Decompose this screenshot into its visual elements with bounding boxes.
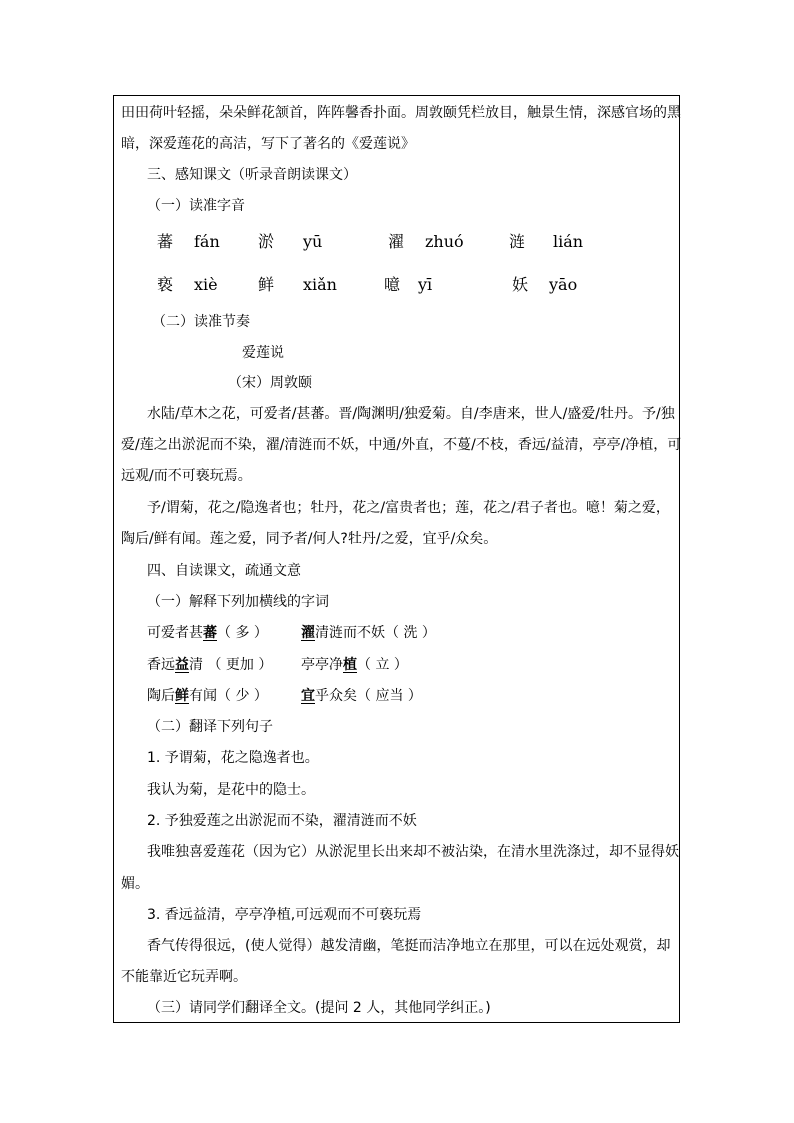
pron-pinyin: xiǎn xyxy=(303,275,337,294)
section-heading: 四、自读课文，疏通文意 xyxy=(147,563,301,579)
answer: 媚。 xyxy=(121,876,149,892)
vocab-item: 可爱者甚蕃（ 多 ） xyxy=(147,625,268,641)
poem-line: 陶后/鲜有闻。莲之爱，同予者/何人?牡丹/之爱，宜乎/众矣。 xyxy=(121,531,498,547)
pron-char: 亵 xyxy=(157,275,174,294)
subsection-heading: （一）解释下列加横线的字词 xyxy=(147,594,329,610)
pron-pinyin: zhuó xyxy=(425,232,464,251)
question: 2. 予独爱莲之出淤泥而不染，濯清涟而不妖 xyxy=(147,813,417,829)
vocab-keyword: 蕃 xyxy=(203,625,217,641)
pron-char: 蕃 xyxy=(157,232,174,251)
subsection-heading: （二）翻译下列句子 xyxy=(147,719,273,735)
vocab-keyword: 濯 xyxy=(301,625,315,641)
poem-title: 爱莲说 xyxy=(242,345,284,361)
subsection-heading: （二）读准节奏 xyxy=(152,314,250,330)
answer: 不能靠近它玩弄啊。 xyxy=(121,969,247,985)
question: 3. 香远益清，亭亭净植,可远观而不可亵玩焉 xyxy=(147,907,422,923)
vocab-keyword: 益 xyxy=(175,657,189,673)
subsection-heading: （一）读准字音 xyxy=(147,198,245,214)
pron-pinyin: fán xyxy=(194,232,220,251)
poem-line: 予/谓菊，花之/隐逸者也；牡丹，花之/富贵者也；莲，花之/君子者也。噫！菊之爱， xyxy=(147,500,670,516)
poem-author: （宋）周敦颐 xyxy=(228,375,312,391)
pron-pinyin: yī xyxy=(418,275,433,294)
vocab-item: 濯清涟而不妖（ 洗 ） xyxy=(301,625,436,641)
answer: 我认为菊，是花中的隐士。 xyxy=(147,782,315,798)
pron-pinyin: xiè xyxy=(194,275,218,294)
vocab-item: 亭亭净植（ 立 ） xyxy=(301,657,408,673)
vocab-keyword: 植 xyxy=(343,657,357,673)
answer: 香气传得很远，(使人觉得）越发清幽，笔挺而洁净地立在那里，可以在远处观赏，却 xyxy=(147,938,671,954)
poem-line: 远观/而不可亵玩焉。 xyxy=(121,468,252,484)
question: 1. 予谓菊，花之隐逸者也。 xyxy=(147,750,319,766)
vocab-item: 陶后鲜有闻（ 少 ） xyxy=(147,688,268,704)
intro-line: 田田荷叶轻摇，朵朵鲜花颔首，阵阵馨香扑面。周敦颐凭栏放目，触景生情，深感官场的黑 xyxy=(121,105,681,121)
pron-pinyin: lián xyxy=(553,232,584,251)
poem-line: 爱/莲之出淤泥而不染，濯/清涟而不妖，中通/外直，不蔓/不枝，香远/益清，亭亭/净植，可 xyxy=(121,437,682,453)
vocab-keyword: 宜 xyxy=(301,688,315,704)
pron-char: 濯 xyxy=(388,232,405,251)
pron-char: 涟 xyxy=(509,232,526,251)
section-heading: 三、感知课文（听录音朗读课文） xyxy=(147,167,357,183)
pron-char: 淤 xyxy=(258,232,275,251)
vocab-item: 香远益清 （ 更加 ） xyxy=(147,657,273,673)
pron-pinyin: yāo xyxy=(549,275,578,294)
answer: 我唯独喜爱莲花（因为它）从淤泥里长出来却不被沾染，在清水里洗涤过，却不显得妖 xyxy=(147,844,679,860)
intro-line: 暗，深爱莲花的高洁，写下了著名的《爱莲说》 xyxy=(121,136,415,152)
vocab-item: 宜乎众矣（ 应当 ） xyxy=(301,688,422,704)
pron-char: 鲜 xyxy=(258,275,275,294)
pron-pinyin: yū xyxy=(303,232,323,251)
pron-char: 妖 xyxy=(512,275,529,294)
pron-char: 噫 xyxy=(384,275,401,294)
poem-line: 水陆/草木之花，可爱者/甚蕃。晋/陶渊明/独爱菊。自/李唐来，世人/盛爱/牡丹。予/独 xyxy=(147,406,675,422)
subsection-heading: （三）请同学们翻译全文。(提问 2 人，其他同学纠正。) xyxy=(147,1000,491,1016)
vocab-keyword: 鲜 xyxy=(175,688,189,704)
